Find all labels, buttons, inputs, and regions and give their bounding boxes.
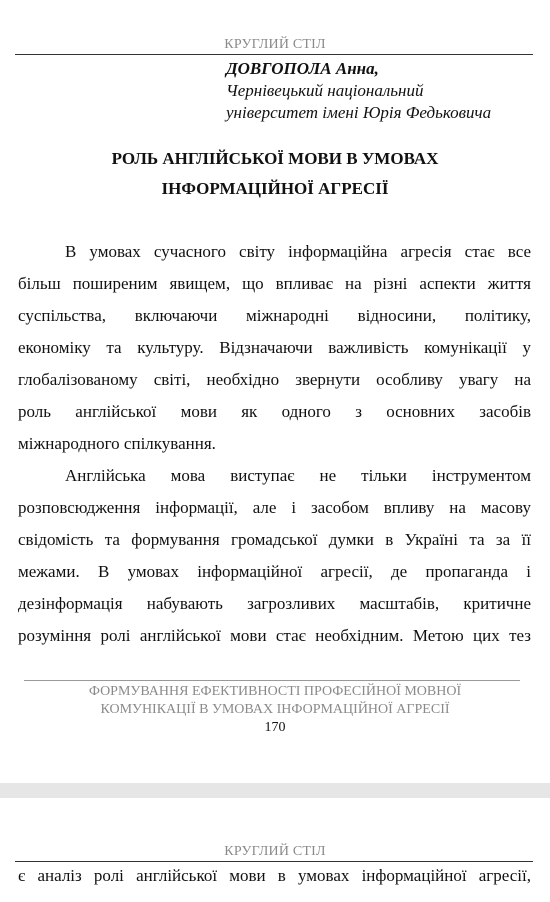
- paragraph-line: є аналіз ролі англійської мови в умовах інформаційної агресії,: [18, 866, 531, 885]
- body-paragraph-1: [18, 236, 531, 460]
- paragraph-line: міжнародного спілкування.: [18, 434, 216, 453]
- author-name: ДОВГОПОЛА Анна,: [226, 59, 379, 78]
- paragraph-line: більш поширеним явищем, що впливає на різні аспекти життя: [18, 274, 531, 293]
- page-number: 170: [264, 720, 286, 735]
- running-footer: [0, 683, 550, 719]
- header-rule: [15, 54, 533, 55]
- paragraph-line: розповсюдження інформації, але і засобом впливу на масову: [18, 498, 531, 517]
- paragraph-line: економіку та культуру. Відзначаючи важливість комунікації у: [18, 338, 531, 357]
- running-footer-line-2: КОМУНІКАЦІЇ В УМОВАХ ІНФОРМАЦІЙНОЇ АГРЕСІЇ: [100, 702, 450, 717]
- author-affiliation-line-1: Чернівецький національний: [226, 81, 424, 100]
- author-affiliation-line-2: університет імені Юрія Федьковича: [226, 103, 492, 122]
- running-header: КРУГЛИЙ СТІЛ: [224, 844, 326, 859]
- paragraph-line: Англійська мова виступає не тільки інструментом: [65, 466, 531, 485]
- paragraph-line: суспільства, включаючи міжнародні відносини, політику,: [18, 306, 531, 325]
- paragraph-line: розуміння ролі англійської мови стає необхідним. Метою цих тез: [18, 626, 531, 645]
- body-paragraph-continued: [18, 860, 531, 892]
- body-paragraph-2: [18, 460, 531, 652]
- paragraph-line: роль англійської мови як одного з основних засобів: [18, 402, 531, 421]
- document-page: [0, 798, 550, 902]
- running-header: КРУГЛИЙ СТІЛ: [224, 37, 326, 52]
- paragraph-line: дезінформація набувають загрозливих масштабів, критичне: [18, 594, 531, 613]
- paragraph-line: глобалізованому світі, необхідно звернути особливу увагу на: [18, 370, 531, 389]
- running-footer-line-1: ФОРМУВАННЯ ЕФЕКТИВНОСТІ ПРОФЕСІЙНОЇ МОВНОЇ: [88, 684, 462, 699]
- article-title-line-2: ІНФОРМАЦІЙНОЇ АГРЕСІЇ: [161, 179, 389, 198]
- paragraph-line: свідомість та формування громадської думки в Україні та за її: [18, 530, 531, 549]
- paragraph-line: В умовах сучасного світу інформаційна агресія стає все: [65, 242, 531, 261]
- paragraph-line: межами. В умовах інформаційної агресії, де пропаганда і: [18, 562, 531, 581]
- article-title: [0, 144, 550, 204]
- footer-rule: [24, 680, 520, 681]
- author-block: [226, 58, 546, 124]
- article-title-line-1: РОЛЬ АНГЛІЙСЬКОЇ МОВИ В УМОВАХ: [111, 149, 439, 168]
